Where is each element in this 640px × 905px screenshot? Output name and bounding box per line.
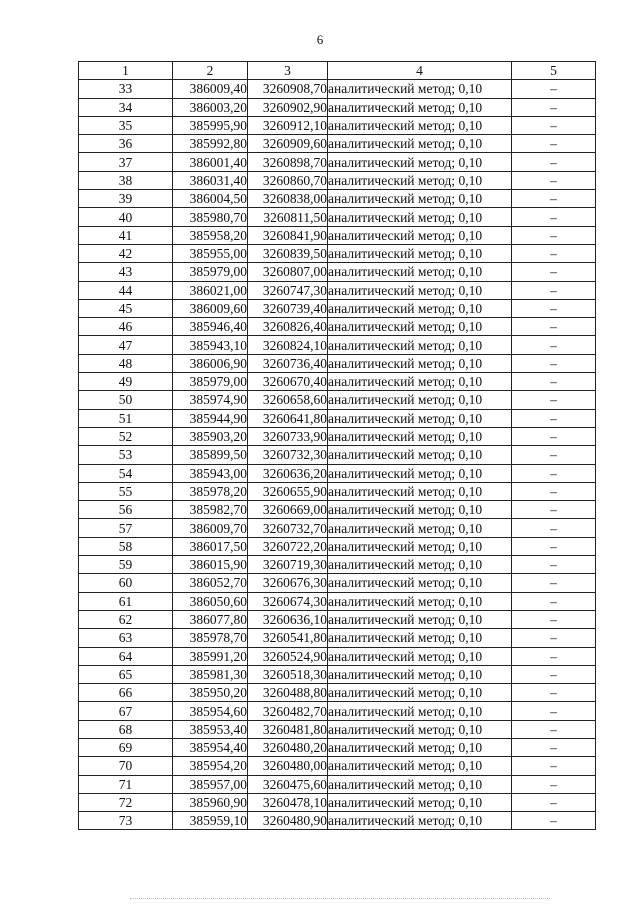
table-row — [79, 427, 596, 445]
point-number-cell: 71 — [79, 775, 173, 793]
y-coordinate-cell: 3260826,40 — [248, 318, 328, 336]
point-number-cell: 53 — [79, 446, 173, 464]
x-coordinate-cell: 385995,90 — [173, 116, 248, 134]
y-coordinate-cell: 3260736,40 — [248, 354, 328, 372]
method-accuracy-cell: аналитический метод; 0,10 — [328, 738, 512, 756]
header-row — [79, 62, 596, 80]
point-number-cell: 57 — [79, 519, 173, 537]
y-coordinate-cell: 3260636,10 — [248, 610, 328, 628]
column-header: 2 — [173, 62, 248, 80]
note-cell: – — [512, 464, 596, 482]
note-cell: – — [512, 153, 596, 171]
y-coordinate-cell: 3260902,90 — [248, 98, 328, 116]
point-number-cell: 49 — [79, 373, 173, 391]
x-coordinate-cell: 386021,00 — [173, 281, 248, 299]
x-coordinate-cell: 385992,80 — [173, 135, 248, 153]
method-accuracy-cell: аналитический метод; 0,10 — [328, 244, 512, 262]
method-accuracy-cell: аналитический метод; 0,10 — [328, 135, 512, 153]
y-coordinate-cell: 3260839,50 — [248, 244, 328, 262]
y-coordinate-cell: 3260481,80 — [248, 720, 328, 738]
note-cell: – — [512, 263, 596, 281]
y-coordinate-cell: 3260674,30 — [248, 592, 328, 610]
method-accuracy-cell: аналитический метод; 0,10 — [328, 574, 512, 592]
x-coordinate-cell: 385950,20 — [173, 684, 248, 702]
note-cell: – — [512, 80, 596, 98]
x-coordinate-cell: 386006,90 — [173, 354, 248, 372]
method-accuracy-cell: аналитический метод; 0,10 — [328, 482, 512, 500]
y-coordinate-cell: 3260488,80 — [248, 684, 328, 702]
point-number-cell: 54 — [79, 464, 173, 482]
x-coordinate-cell: 385954,60 — [173, 702, 248, 720]
note-cell: – — [512, 537, 596, 555]
y-coordinate-cell: 3260860,70 — [248, 171, 328, 189]
coordinates-table — [78, 61, 596, 830]
method-accuracy-cell: аналитический метод; 0,10 — [328, 318, 512, 336]
note-cell: – — [512, 336, 596, 354]
x-coordinate-cell: 385943,00 — [173, 464, 248, 482]
method-accuracy-cell: аналитический метод; 0,10 — [328, 391, 512, 409]
point-number-cell: 63 — [79, 629, 173, 647]
x-coordinate-cell: 385974,90 — [173, 391, 248, 409]
table-row — [79, 793, 596, 811]
note-cell: – — [512, 244, 596, 262]
x-coordinate-cell: 386009,60 — [173, 299, 248, 317]
table-row — [79, 80, 596, 98]
y-coordinate-cell: 3260732,70 — [248, 519, 328, 537]
method-accuracy-cell: аналитический метод; 0,10 — [328, 336, 512, 354]
method-accuracy-cell: аналитический метод; 0,10 — [328, 647, 512, 665]
note-cell: – — [512, 482, 596, 500]
x-coordinate-cell: 385953,40 — [173, 720, 248, 738]
method-accuracy-cell: аналитический метод; 0,10 — [328, 373, 512, 391]
x-coordinate-cell: 385955,00 — [173, 244, 248, 262]
table-row — [79, 281, 596, 299]
table-row — [79, 629, 596, 647]
point-number-cell: 72 — [79, 793, 173, 811]
point-number-cell: 67 — [79, 702, 173, 720]
method-accuracy-cell: аналитический метод; 0,10 — [328, 812, 512, 830]
point-number-cell: 52 — [79, 427, 173, 445]
point-number-cell: 64 — [79, 647, 173, 665]
x-coordinate-cell: 386001,40 — [173, 153, 248, 171]
y-coordinate-cell: 3260480,20 — [248, 738, 328, 756]
column-header: 1 — [79, 62, 173, 80]
note-cell: – — [512, 556, 596, 574]
x-coordinate-cell: 385978,20 — [173, 482, 248, 500]
note-cell: – — [512, 720, 596, 738]
method-accuracy-cell: аналитический метод; 0,10 — [328, 793, 512, 811]
note-cell: – — [512, 281, 596, 299]
table-row — [79, 775, 596, 793]
note-cell: – — [512, 427, 596, 445]
table-row — [79, 263, 596, 281]
point-number-cell: 56 — [79, 501, 173, 519]
x-coordinate-cell: 385958,20 — [173, 226, 248, 244]
table-row — [79, 98, 596, 116]
point-number-cell: 42 — [79, 244, 173, 262]
note-cell: – — [512, 116, 596, 134]
table-row — [79, 537, 596, 555]
scan-artifact-line — [130, 898, 550, 902]
y-coordinate-cell: 3260524,90 — [248, 647, 328, 665]
point-number-cell: 37 — [79, 153, 173, 171]
method-accuracy-cell: аналитический метод; 0,10 — [328, 299, 512, 317]
x-coordinate-cell: 386050,60 — [173, 592, 248, 610]
x-coordinate-cell: 385954,40 — [173, 738, 248, 756]
x-coordinate-cell: 386077,80 — [173, 610, 248, 628]
point-number-cell: 51 — [79, 409, 173, 427]
point-number-cell: 58 — [79, 537, 173, 555]
y-coordinate-cell: 3260838,00 — [248, 190, 328, 208]
method-accuracy-cell: аналитический метод; 0,10 — [328, 446, 512, 464]
point-number-cell: 73 — [79, 812, 173, 830]
table-row — [79, 610, 596, 628]
point-number-cell: 61 — [79, 592, 173, 610]
table-row — [79, 665, 596, 683]
note-cell: – — [512, 592, 596, 610]
method-accuracy-cell: аналитический метод; 0,10 — [328, 281, 512, 299]
y-coordinate-cell: 3260676,30 — [248, 574, 328, 592]
point-number-cell: 60 — [79, 574, 173, 592]
note-cell: – — [512, 775, 596, 793]
y-coordinate-cell: 3260480,00 — [248, 757, 328, 775]
note-cell: – — [512, 190, 596, 208]
point-number-cell: 62 — [79, 610, 173, 628]
note-cell: – — [512, 98, 596, 116]
point-number-cell: 44 — [79, 281, 173, 299]
point-number-cell: 36 — [79, 135, 173, 153]
table-row — [79, 135, 596, 153]
note-cell: – — [512, 812, 596, 830]
y-coordinate-cell: 3260824,10 — [248, 336, 328, 354]
x-coordinate-cell: 385944,90 — [173, 409, 248, 427]
y-coordinate-cell: 3260909,60 — [248, 135, 328, 153]
point-number-cell: 33 — [79, 80, 173, 98]
table-row — [79, 519, 596, 537]
method-accuracy-cell: аналитический метод; 0,10 — [328, 98, 512, 116]
point-number-cell: 40 — [79, 208, 173, 226]
point-number-cell: 35 — [79, 116, 173, 134]
column-header: 3 — [248, 62, 328, 80]
point-number-cell: 55 — [79, 482, 173, 500]
note-cell: – — [512, 501, 596, 519]
table-row — [79, 336, 596, 354]
method-accuracy-cell: аналитический метод; 0,10 — [328, 190, 512, 208]
note-cell: – — [512, 409, 596, 427]
x-coordinate-cell: 385903,20 — [173, 427, 248, 445]
x-coordinate-cell: 385943,10 — [173, 336, 248, 354]
point-number-cell: 41 — [79, 226, 173, 244]
point-number-cell: 59 — [79, 556, 173, 574]
x-coordinate-cell: 385982,70 — [173, 501, 248, 519]
note-cell: – — [512, 793, 596, 811]
point-number-cell: 39 — [79, 190, 173, 208]
x-coordinate-cell: 385979,00 — [173, 373, 248, 391]
table-row — [79, 592, 596, 610]
method-accuracy-cell: аналитический метод; 0,10 — [328, 592, 512, 610]
note-cell: – — [512, 647, 596, 665]
method-accuracy-cell: аналитический метод; 0,10 — [328, 226, 512, 244]
point-number-cell: 43 — [79, 263, 173, 281]
column-header: 4 — [328, 62, 512, 80]
y-coordinate-cell: 3260739,40 — [248, 299, 328, 317]
table-row — [79, 720, 596, 738]
table-row — [79, 574, 596, 592]
table-row — [79, 318, 596, 336]
y-coordinate-cell: 3260480,90 — [248, 812, 328, 830]
table-row — [79, 208, 596, 226]
y-coordinate-cell: 3260518,30 — [248, 665, 328, 683]
y-coordinate-cell: 3260841,90 — [248, 226, 328, 244]
y-coordinate-cell: 3260658,60 — [248, 391, 328, 409]
y-coordinate-cell: 3260478,10 — [248, 793, 328, 811]
method-accuracy-cell: аналитический метод; 0,10 — [328, 775, 512, 793]
note-cell: – — [512, 299, 596, 317]
point-number-cell: 70 — [79, 757, 173, 775]
x-coordinate-cell: 386031,40 — [173, 171, 248, 189]
y-coordinate-cell: 3260908,70 — [248, 80, 328, 98]
note-cell: – — [512, 446, 596, 464]
method-accuracy-cell: аналитический метод; 0,10 — [328, 263, 512, 281]
x-coordinate-cell: 385981,30 — [173, 665, 248, 683]
table-row — [79, 757, 596, 775]
method-accuracy-cell: аналитический метод; 0,10 — [328, 757, 512, 775]
note-cell: – — [512, 391, 596, 409]
y-coordinate-cell: 3260475,60 — [248, 775, 328, 793]
y-coordinate-cell: 3260811,50 — [248, 208, 328, 226]
method-accuracy-cell: аналитический метод; 0,10 — [328, 610, 512, 628]
table-row — [79, 482, 596, 500]
table-row — [79, 190, 596, 208]
method-accuracy-cell: аналитический метод; 0,10 — [328, 409, 512, 427]
x-coordinate-cell: 386003,20 — [173, 98, 248, 116]
x-coordinate-cell: 385960,90 — [173, 793, 248, 811]
page-number: 6 — [316, 32, 324, 47]
x-coordinate-cell: 385959,10 — [173, 812, 248, 830]
y-coordinate-cell: 3260482,70 — [248, 702, 328, 720]
method-accuracy-cell: аналитический метод; 0,10 — [328, 153, 512, 171]
x-coordinate-cell: 385946,40 — [173, 318, 248, 336]
table-row — [79, 501, 596, 519]
note-cell: – — [512, 738, 596, 756]
table-row — [79, 153, 596, 171]
method-accuracy-cell: аналитический метод; 0,10 — [328, 537, 512, 555]
y-coordinate-cell: 3260912,10 — [248, 116, 328, 134]
table-row — [79, 116, 596, 134]
point-number-cell: 50 — [79, 391, 173, 409]
y-coordinate-cell: 3260898,70 — [248, 153, 328, 171]
y-coordinate-cell: 3260669,00 — [248, 501, 328, 519]
table-row — [79, 171, 596, 189]
method-accuracy-cell: аналитический метод; 0,10 — [328, 501, 512, 519]
table-row — [79, 812, 596, 830]
table-row — [79, 373, 596, 391]
note-cell: – — [512, 171, 596, 189]
y-coordinate-cell: 3260733,90 — [248, 427, 328, 445]
table-row — [79, 464, 596, 482]
point-number-cell: 65 — [79, 665, 173, 683]
table-row — [79, 299, 596, 317]
x-coordinate-cell: 385978,70 — [173, 629, 248, 647]
method-accuracy-cell: аналитический метод; 0,10 — [328, 464, 512, 482]
x-coordinate-cell: 386017,50 — [173, 537, 248, 555]
point-number-cell: 45 — [79, 299, 173, 317]
method-accuracy-cell: аналитический метод; 0,10 — [328, 116, 512, 134]
method-accuracy-cell: аналитический метод; 0,10 — [328, 684, 512, 702]
note-cell: – — [512, 318, 596, 336]
method-accuracy-cell: аналитический метод; 0,10 — [328, 556, 512, 574]
note-cell: – — [512, 574, 596, 592]
y-coordinate-cell: 3260807,00 — [248, 263, 328, 281]
note-cell: – — [512, 629, 596, 647]
table-row — [79, 391, 596, 409]
method-accuracy-cell: аналитический метод; 0,10 — [328, 629, 512, 647]
table-body — [79, 80, 596, 830]
x-coordinate-cell: 386009,70 — [173, 519, 248, 537]
table-row — [79, 446, 596, 464]
y-coordinate-cell: 3260641,80 — [248, 409, 328, 427]
point-number-cell: 66 — [79, 684, 173, 702]
table-row — [79, 244, 596, 262]
y-coordinate-cell: 3260636,20 — [248, 464, 328, 482]
x-coordinate-cell: 386004,50 — [173, 190, 248, 208]
table-row — [79, 647, 596, 665]
table-row — [79, 409, 596, 427]
note-cell: – — [512, 373, 596, 391]
y-coordinate-cell: 3260719,30 — [248, 556, 328, 574]
table-row — [79, 684, 596, 702]
method-accuracy-cell: аналитический метод; 0,10 — [328, 171, 512, 189]
y-coordinate-cell: 3260722,20 — [248, 537, 328, 555]
table-row — [79, 354, 596, 372]
note-cell: – — [512, 208, 596, 226]
y-coordinate-cell: 3260670,40 — [248, 373, 328, 391]
method-accuracy-cell: аналитический метод; 0,10 — [328, 720, 512, 738]
point-number-cell: 34 — [79, 98, 173, 116]
point-number-cell: 47 — [79, 336, 173, 354]
table-row — [79, 556, 596, 574]
note-cell: – — [512, 610, 596, 628]
point-number-cell: 68 — [79, 720, 173, 738]
method-accuracy-cell: аналитический метод; 0,10 — [328, 208, 512, 226]
x-coordinate-cell: 385899,50 — [173, 446, 248, 464]
point-number-cell: 38 — [79, 171, 173, 189]
x-coordinate-cell: 385991,20 — [173, 647, 248, 665]
x-coordinate-cell: 386052,70 — [173, 574, 248, 592]
method-accuracy-cell: аналитический метод; 0,10 — [328, 702, 512, 720]
y-coordinate-cell: 3260747,30 — [248, 281, 328, 299]
x-coordinate-cell: 386009,40 — [173, 80, 248, 98]
method-accuracy-cell: аналитический метод; 0,10 — [328, 519, 512, 537]
method-accuracy-cell: аналитический метод; 0,10 — [328, 427, 512, 445]
note-cell: – — [512, 519, 596, 537]
note-cell: – — [512, 665, 596, 683]
y-coordinate-cell: 3260541,80 — [248, 629, 328, 647]
point-number-cell: 48 — [79, 354, 173, 372]
method-accuracy-cell: аналитический метод; 0,10 — [328, 665, 512, 683]
x-coordinate-cell: 385980,70 — [173, 208, 248, 226]
x-coordinate-cell: 385957,00 — [173, 775, 248, 793]
table-row — [79, 738, 596, 756]
note-cell: – — [512, 757, 596, 775]
note-cell: – — [512, 684, 596, 702]
point-number-cell: 69 — [79, 738, 173, 756]
point-number-cell: 46 — [79, 318, 173, 336]
method-accuracy-cell: аналитический метод; 0,10 — [328, 80, 512, 98]
table-row — [79, 702, 596, 720]
method-accuracy-cell: аналитический метод; 0,10 — [328, 354, 512, 372]
table-row — [79, 226, 596, 244]
note-cell: – — [512, 135, 596, 153]
column-header: 5 — [512, 62, 596, 80]
x-coordinate-cell: 385954,20 — [173, 757, 248, 775]
note-cell: – — [512, 354, 596, 372]
x-coordinate-cell: 386015,90 — [173, 556, 248, 574]
y-coordinate-cell: 3260732,30 — [248, 446, 328, 464]
x-coordinate-cell: 385979,00 — [173, 263, 248, 281]
note-cell: – — [512, 226, 596, 244]
note-cell: – — [512, 702, 596, 720]
y-coordinate-cell: 3260655,90 — [248, 482, 328, 500]
